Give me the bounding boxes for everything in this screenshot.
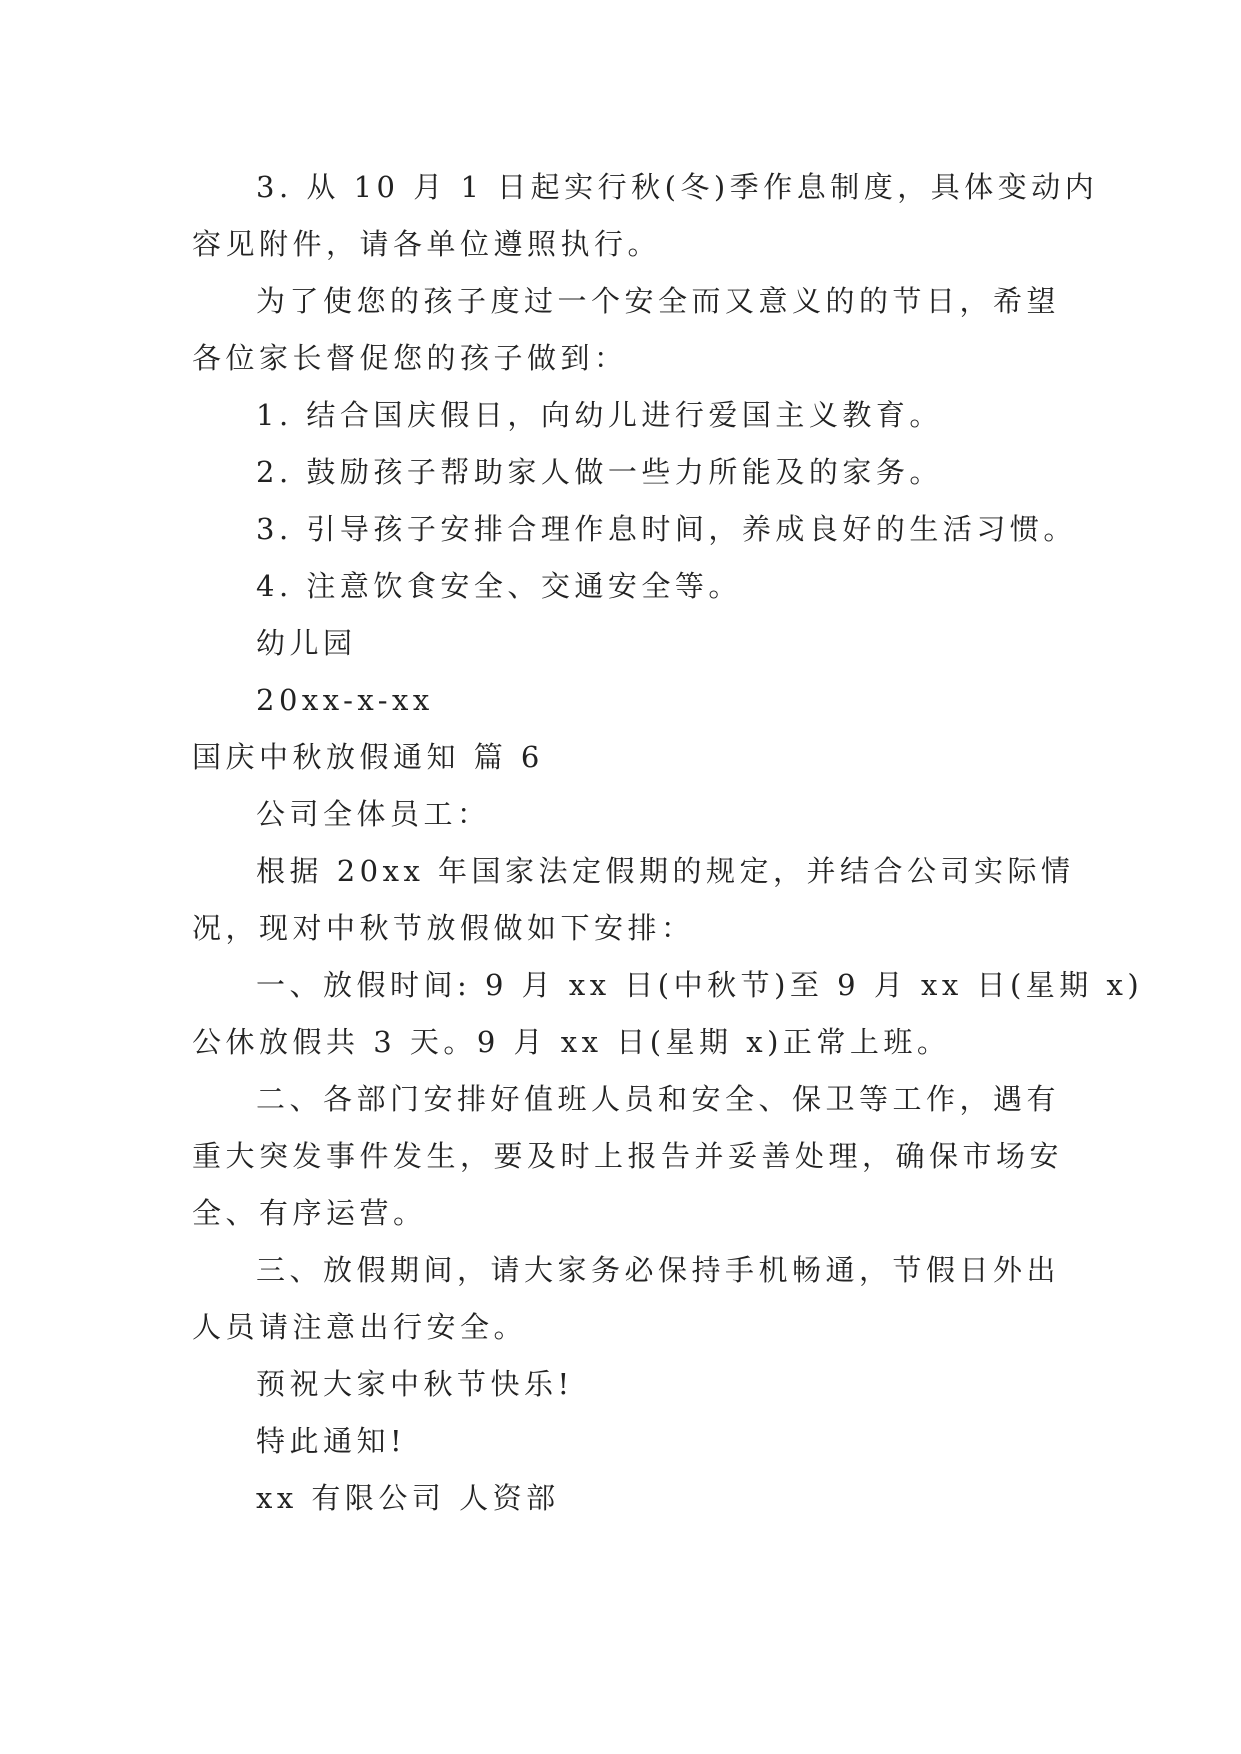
paragraph-line: 重大突发事件发生，要及时上报告并妥善处理，确保市场安	[192, 1139, 1064, 1173]
signature-org: xx 有限公司 人资部	[256, 1481, 560, 1515]
list-item: 2. 鼓励孩子帮助家人做一些力所能及的家务。	[256, 455, 943, 489]
paragraph-line: 各位家长督促您的孩子做到：	[192, 341, 628, 375]
paragraph-line: 容见附件，请各单位遵照执行。	[192, 227, 662, 261]
paragraph-line: 一、放假时间: 9 月 xx 日(中秋节)至 9 月 xx 日(星期 x)	[256, 968, 1144, 1002]
signature-date: 20xx-x-xx	[256, 683, 434, 717]
salutation: 公司全体员工：	[256, 797, 491, 831]
paragraph-line: 人员请注意出行安全。	[192, 1310, 528, 1344]
paragraph-line: 二、各部门安排好值班人员和安全、保卫等工作，遇有	[256, 1082, 1061, 1116]
list-item: 3. 引导孩子安排合理作息时间，养成良好的生活习惯。	[256, 512, 1077, 546]
section-heading: 国庆中秋放假通知 篇 6	[192, 740, 544, 774]
paragraph-line: 公休放假共 3 天。9 月 xx 日(星期 x)正常上班。	[192, 1025, 951, 1059]
list-item: 4. 注意饮食安全、交通安全等。	[256, 569, 742, 603]
paragraph-line: 三、放假期间，请大家务必保持手机畅通，节假日外出	[256, 1253, 1061, 1287]
paragraph-line: 况，现对中秋节放假做如下安排：	[192, 911, 695, 945]
list-item: 1. 结合国庆假日，向幼儿进行爱国主义教育。	[256, 398, 943, 432]
closing-line: 预祝大家中秋节快乐!	[256, 1367, 574, 1401]
closing-line: 特此通知!	[256, 1424, 407, 1458]
paragraph-line: 全、有序运营。	[192, 1196, 427, 1230]
signature-org: 幼儿园	[256, 626, 357, 660]
paragraph-line: 3. 从 10 月 1 日起实行秋(冬)季作息制度，具体变动内	[256, 170, 1099, 204]
paragraph-line: 为了使您的孩子度过一个安全而又意义的的节日，希望	[256, 284, 1061, 318]
paragraph-line: 根据 20xx 年国家法定假期的规定，并结合公司实际情	[256, 854, 1075, 888]
